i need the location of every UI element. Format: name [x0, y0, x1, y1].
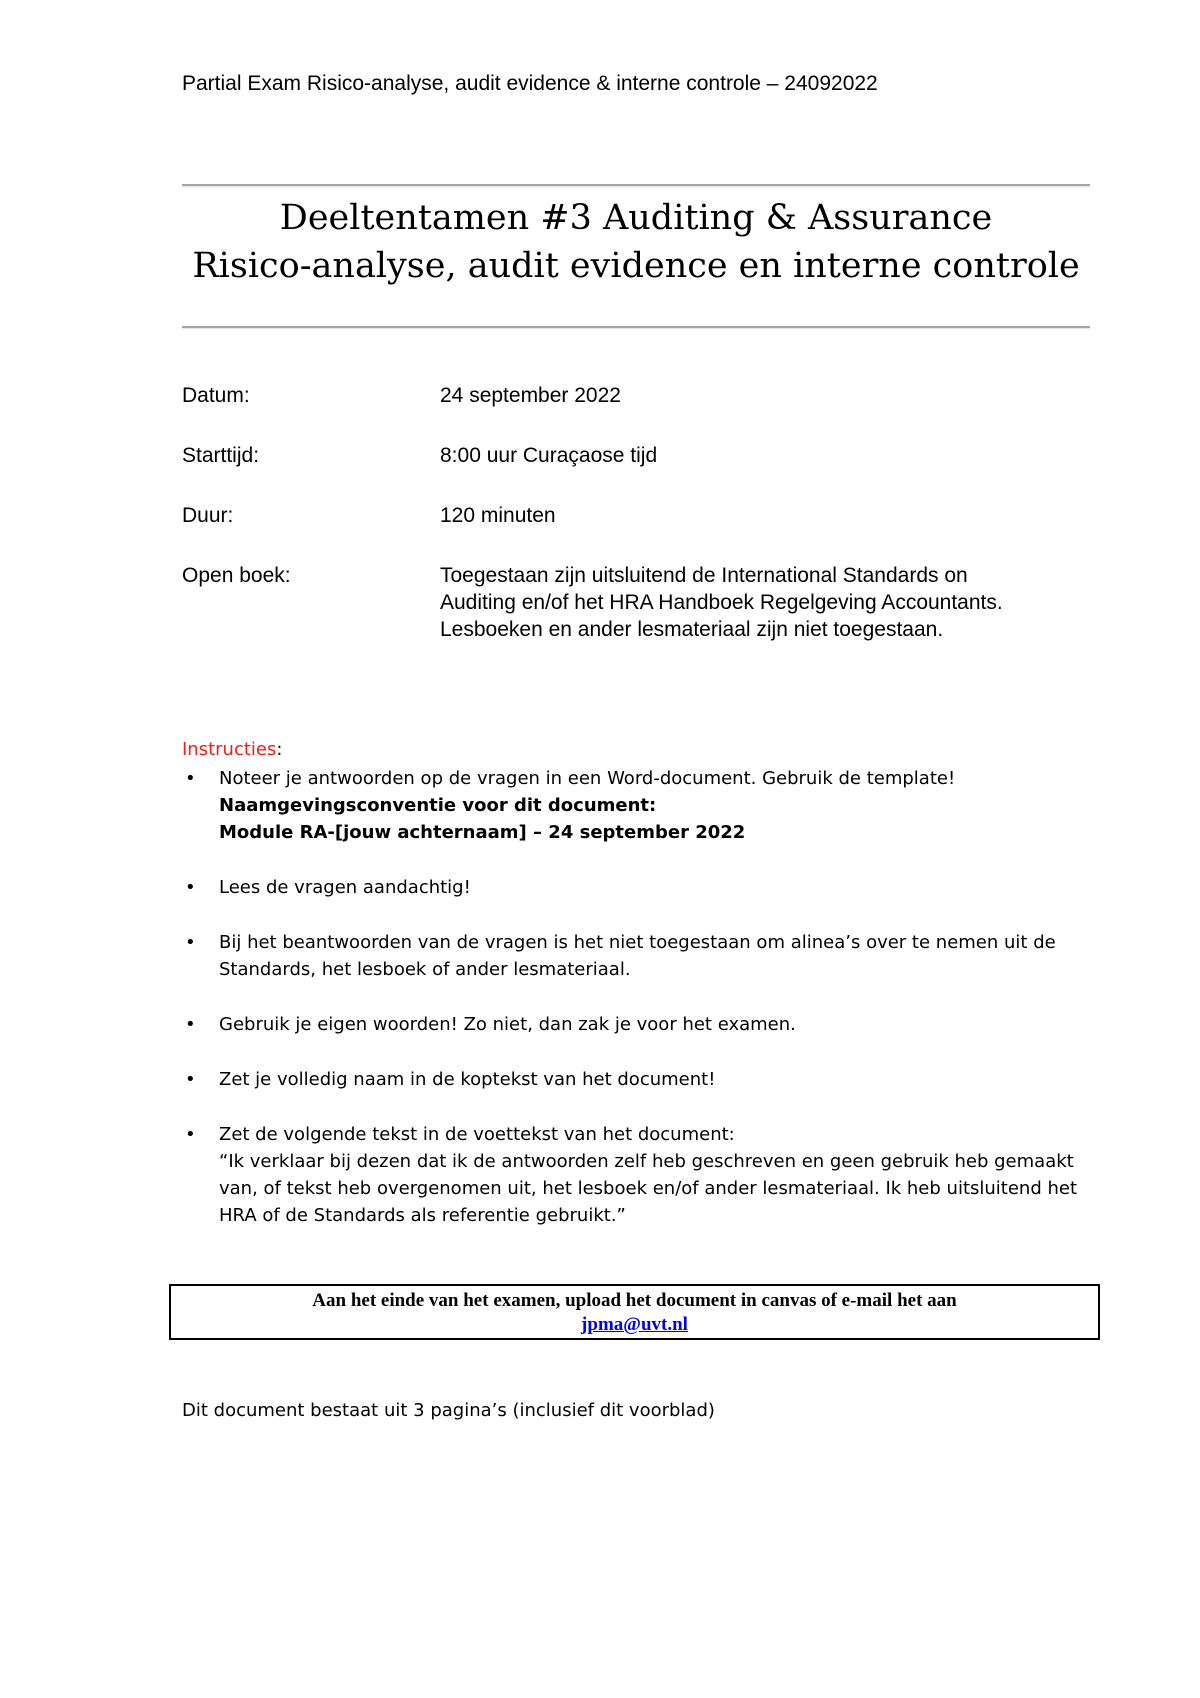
list-item-text: Bij het beantwoorden van de vragen is het niet toegestaan om alinea’s over te nemen uit de — [219, 932, 1056, 953]
list-item — [182, 1011, 1090, 1038]
detail-value — [440, 562, 1090, 643]
naming-convention-label: Naamgevingsconventie voor dit document: — [219, 795, 657, 816]
detail-value — [440, 442, 1090, 469]
page-header: Partial Exam Risico-analyse, audit evidence & interne controle – 24092022 — [182, 72, 878, 95]
bullet-icon: • — [185, 1124, 196, 1145]
document-title — [182, 194, 1090, 290]
detail-value — [440, 502, 1090, 529]
detail-value-line: Toegestaan zijn uitsluitend de International Standards on — [440, 564, 968, 587]
bullet-icon: • — [185, 932, 196, 953]
instructions-heading-colon: : — [276, 739, 283, 760]
detail-value — [440, 382, 1090, 409]
title-top-rule — [182, 184, 1090, 186]
list-item — [182, 874, 1090, 901]
list-item-text: Zet je volledig naam in de koptekst van het document! — [219, 1069, 716, 1090]
instructions-heading — [182, 737, 1090, 763]
upload-notice-text: Aan het einde van het examen, upload het document in canvas of e-mail het aan — [312, 1290, 957, 1311]
detail-row-date — [182, 382, 1090, 409]
declaration-text: van, of tekst heb overgenomen uit, het lesboek en/of ander lesmateriaal. Ik heb uitsluitend het — [219, 1178, 1078, 1199]
bullet-icon: • — [185, 768, 196, 789]
exam-details — [182, 382, 1090, 676]
page-count-note: Dit document bestaat uit 3 pagina’s (inclusief dit voorblad) — [182, 1400, 715, 1421]
detail-value-line: Auditing en/of het HRA Handboek Regelgeving Accountants. — [440, 591, 1003, 614]
list-item-text: Zet de volgende tekst in de voettekst van het document: — [219, 1124, 735, 1145]
title-bottom-rule — [182, 326, 1090, 328]
detail-value-line: 8:00 uur Curaçaose tijd — [440, 444, 658, 467]
detail-row-open-book — [182, 562, 1090, 643]
declaration-text: “Ik verklaar bij dezen dat ik de antwoorden zelf heb geschreven en geen gebruik heb gemaakt — [219, 1151, 1074, 1172]
list-item-text: Standards, het lesboek of ander lesmateriaal. — [219, 959, 631, 980]
bullet-icon: • — [185, 1069, 196, 1090]
bullet-icon: • — [185, 1014, 196, 1035]
detail-row-start-time — [182, 442, 1090, 469]
list-item-text: Noteer je antwoorden op de vragen in een Word-document. Gebruik de template! — [219, 768, 956, 789]
declaration-text: HRA of de Standards als referentie gebruikt.” — [219, 1205, 626, 1226]
detail-label: Datum: — [182, 384, 250, 407]
bullet-icon: • — [185, 877, 196, 898]
list-item — [182, 929, 1090, 983]
instructions-list — [182, 765, 1090, 1229]
detail-label: Open boek: — [182, 564, 291, 587]
naming-convention-value: Module RA-[jouw achternaam] – 24 september 2022 — [219, 822, 746, 843]
upload-notice-box — [169, 1284, 1100, 1340]
detail-value-line: 24 september 2022 — [440, 384, 621, 407]
detail-label: Starttijd: — [182, 444, 260, 467]
detail-label: Duur: — [182, 504, 234, 527]
list-item — [182, 765, 1090, 846]
list-item — [182, 1121, 1090, 1229]
title-line-1: Deeltentamen #3 Auditing & Assurance — [279, 198, 993, 238]
detail-value-line: Lesboeken en ander lesmateriaal zijn niet toegestaan. — [440, 618, 944, 641]
title-line-2: Risico-analyse, audit evidence en interne controle — [192, 246, 1080, 286]
list-item-text: Gebruik je eigen woorden! Zo niet, dan zak je voor het examen. — [219, 1014, 796, 1035]
instructions-heading-label: Instructies — [182, 739, 277, 760]
detail-value-line: 120 minuten — [440, 504, 556, 527]
detail-row-duration — [182, 502, 1090, 529]
instructions-section — [182, 737, 1090, 1257]
list-item — [182, 1066, 1090, 1093]
email-link[interactable]: jpma@uvt.nl — [581, 1314, 688, 1335]
list-item-text: Lees de vragen aandachtig! — [219, 877, 471, 898]
